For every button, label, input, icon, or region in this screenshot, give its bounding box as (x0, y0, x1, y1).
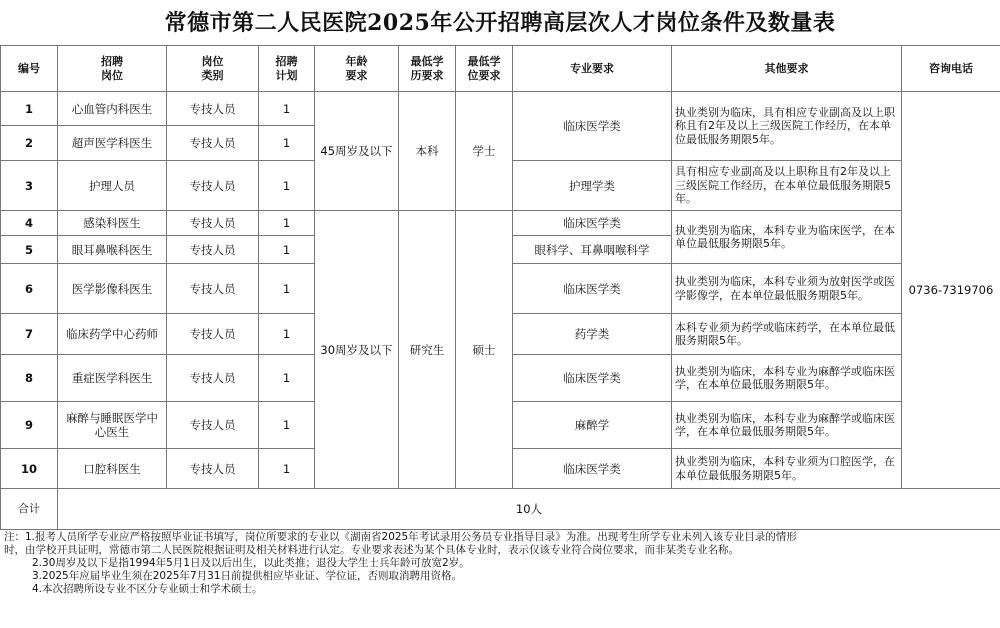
row-plan: 1 (259, 161, 315, 211)
table-row (1, 92, 1000, 126)
row-position: 超声医学科医生 (58, 126, 167, 161)
row-plan: 1 (259, 449, 315, 489)
row-category: 专技人员 (167, 449, 259, 489)
row-category: 专技人员 (167, 236, 259, 264)
note-line: 3.2025年应届毕业生须在2025年7月31日前提供相应毕业证、学位证，否则取消聘用资格。 (32, 570, 463, 582)
row-num: 5 (1, 236, 58, 264)
header-major: 专业要求 (513, 46, 672, 92)
other-requirement: 执业类别为临床，本科专业须为放射医学或医学影像学，在本单位最低服务期限5年。 (672, 264, 902, 314)
other-requirement: 执业类别为临床，本科专业须为口腔医学，在本单位最低服务期限5年。 (672, 449, 902, 489)
other-requirement: 执业类别为临床，本科专业为麻醉学或临床医学，在本单位最低服务期限5年。 (672, 402, 902, 449)
degree-requirement: 学士 (456, 92, 513, 211)
table-row (1, 211, 1000, 236)
row-position: 临床药学中心药师 (58, 314, 167, 355)
row-position: 心血管内科医生 (58, 92, 167, 126)
header-row (1, 46, 1000, 92)
major-requirement: 临床医学类 (513, 92, 672, 161)
edu-requirement: 研究生 (399, 211, 456, 489)
age-requirement: 30周岁及以下 (315, 211, 399, 489)
note-line: 时，由学校开具证明，常德市第二人民医院根据证明及相关材料进行认定。专业要求表述为某个具体专业时，表示仅该专业符合岗位要求，而非某类专业名称。 (4, 544, 739, 556)
row-category: 专技人员 (167, 402, 259, 449)
row-category: 专技人员 (167, 355, 259, 402)
row-plan: 1 (259, 92, 315, 126)
row-num: 1 (1, 92, 58, 126)
other-requirement: 本科专业须为药学或临床药学，在本单位最低服务期限5年。 (672, 314, 902, 355)
row-num: 7 (1, 314, 58, 355)
row-category: 专技人员 (167, 126, 259, 161)
age-requirement: 45周岁及以下 (315, 92, 399, 211)
row-plan: 1 (259, 314, 315, 355)
row-position: 感染科医生 (58, 211, 167, 236)
other-requirement: 执业类别为临床，本科专业为麻醉学或临床医学，在本单位最低服务期限5年。 (672, 355, 902, 402)
header-edu: 最低学 历要求 (399, 46, 456, 92)
major-requirement: 临床医学类 (513, 211, 672, 236)
major-requirement: 护理学类 (513, 161, 672, 211)
row-position: 麻醉与睡眠医学中心医生 (58, 402, 167, 449)
header-position: 招聘 岗位 (58, 46, 167, 92)
major-requirement: 临床医学类 (513, 449, 672, 489)
row-category: 专技人员 (167, 264, 259, 314)
total-row (1, 489, 1000, 530)
total-value: 10人 (58, 489, 1000, 530)
row-position: 重症医学科医生 (58, 355, 167, 402)
row-plan: 1 (259, 211, 315, 236)
row-category: 专技人员 (167, 161, 259, 211)
other-requirement: 执业类别为临床，本科专业为临床医学，在本单位最低服务期限5年。 (672, 211, 902, 264)
recruitment-table (0, 45, 1000, 530)
header-num: 编号 (1, 46, 58, 92)
row-position: 护理人员 (58, 161, 167, 211)
row-category: 专技人员 (167, 211, 259, 236)
notes (4, 531, 998, 596)
major-requirement: 麻醉学 (513, 402, 672, 449)
page-title: 常德市第二人民医院2025年公开招聘高层次人才岗位条件及数量表 (164, 10, 836, 36)
row-plan: 1 (259, 355, 315, 402)
note-line: 4.本次招聘所设专业不区分专业硕士和学术硕士。 (32, 583, 263, 595)
row-plan: 1 (259, 402, 315, 449)
total-label: 合计 (1, 489, 58, 530)
row-num: 4 (1, 211, 58, 236)
row-category: 专技人员 (167, 92, 259, 126)
row-position: 医学影像科医生 (58, 264, 167, 314)
row-num: 9 (1, 402, 58, 449)
edu-requirement: 本科 (399, 92, 456, 211)
note-line: 注：1.报考人员所学专业应严格按照毕业证书填写，岗位所要求的专业以《湖南省2025年考试录用公务员专业指导目录》为准。出现考生所学专业未列入该专业目录的情形 (4, 531, 797, 543)
note-line: 2.30周岁及以下是指1994年5月1日及以后出生，以此类推；退役大学生士兵年龄可放宽2岁。 (32, 557, 470, 569)
header-category: 岗位 类别 (167, 46, 259, 92)
degree-requirement: 硕士 (456, 211, 513, 489)
row-num: 8 (1, 355, 58, 402)
header-other: 其他要求 (672, 46, 902, 92)
major-requirement: 临床医学类 (513, 355, 672, 402)
row-num: 10 (1, 449, 58, 489)
other-requirement: 具有相应专业副高及以上职称且有2年及以上三级医院工作经历，在本单位最低服务期限5年。 (672, 161, 902, 211)
major-requirement: 药学类 (513, 314, 672, 355)
header-phone: 咨询电话 (902, 46, 1000, 92)
major-requirement: 眼科学、耳鼻咽喉科学 (513, 236, 672, 264)
row-position: 口腔科医生 (58, 449, 167, 489)
row-num: 6 (1, 264, 58, 314)
row-num: 2 (1, 126, 58, 161)
row-num: 3 (1, 161, 58, 211)
header-degree: 最低学 位要求 (456, 46, 513, 92)
row-plan: 1 (259, 236, 315, 264)
consult-phone: 0736-7319706 (902, 92, 1000, 489)
other-requirement: 执业类别为临床，具有相应专业副高及以上职称且有2年及以上三级医院工作经历，在本单位最低服务期限5年。 (672, 92, 902, 161)
row-position: 眼耳鼻喉科医生 (58, 236, 167, 264)
major-requirement: 临床医学类 (513, 264, 672, 314)
row-plan: 1 (259, 126, 315, 161)
row-category: 专技人员 (167, 314, 259, 355)
header-age: 年龄 要求 (315, 46, 399, 92)
header-plan: 招聘 计划 (259, 46, 315, 92)
row-plan: 1 (259, 264, 315, 314)
